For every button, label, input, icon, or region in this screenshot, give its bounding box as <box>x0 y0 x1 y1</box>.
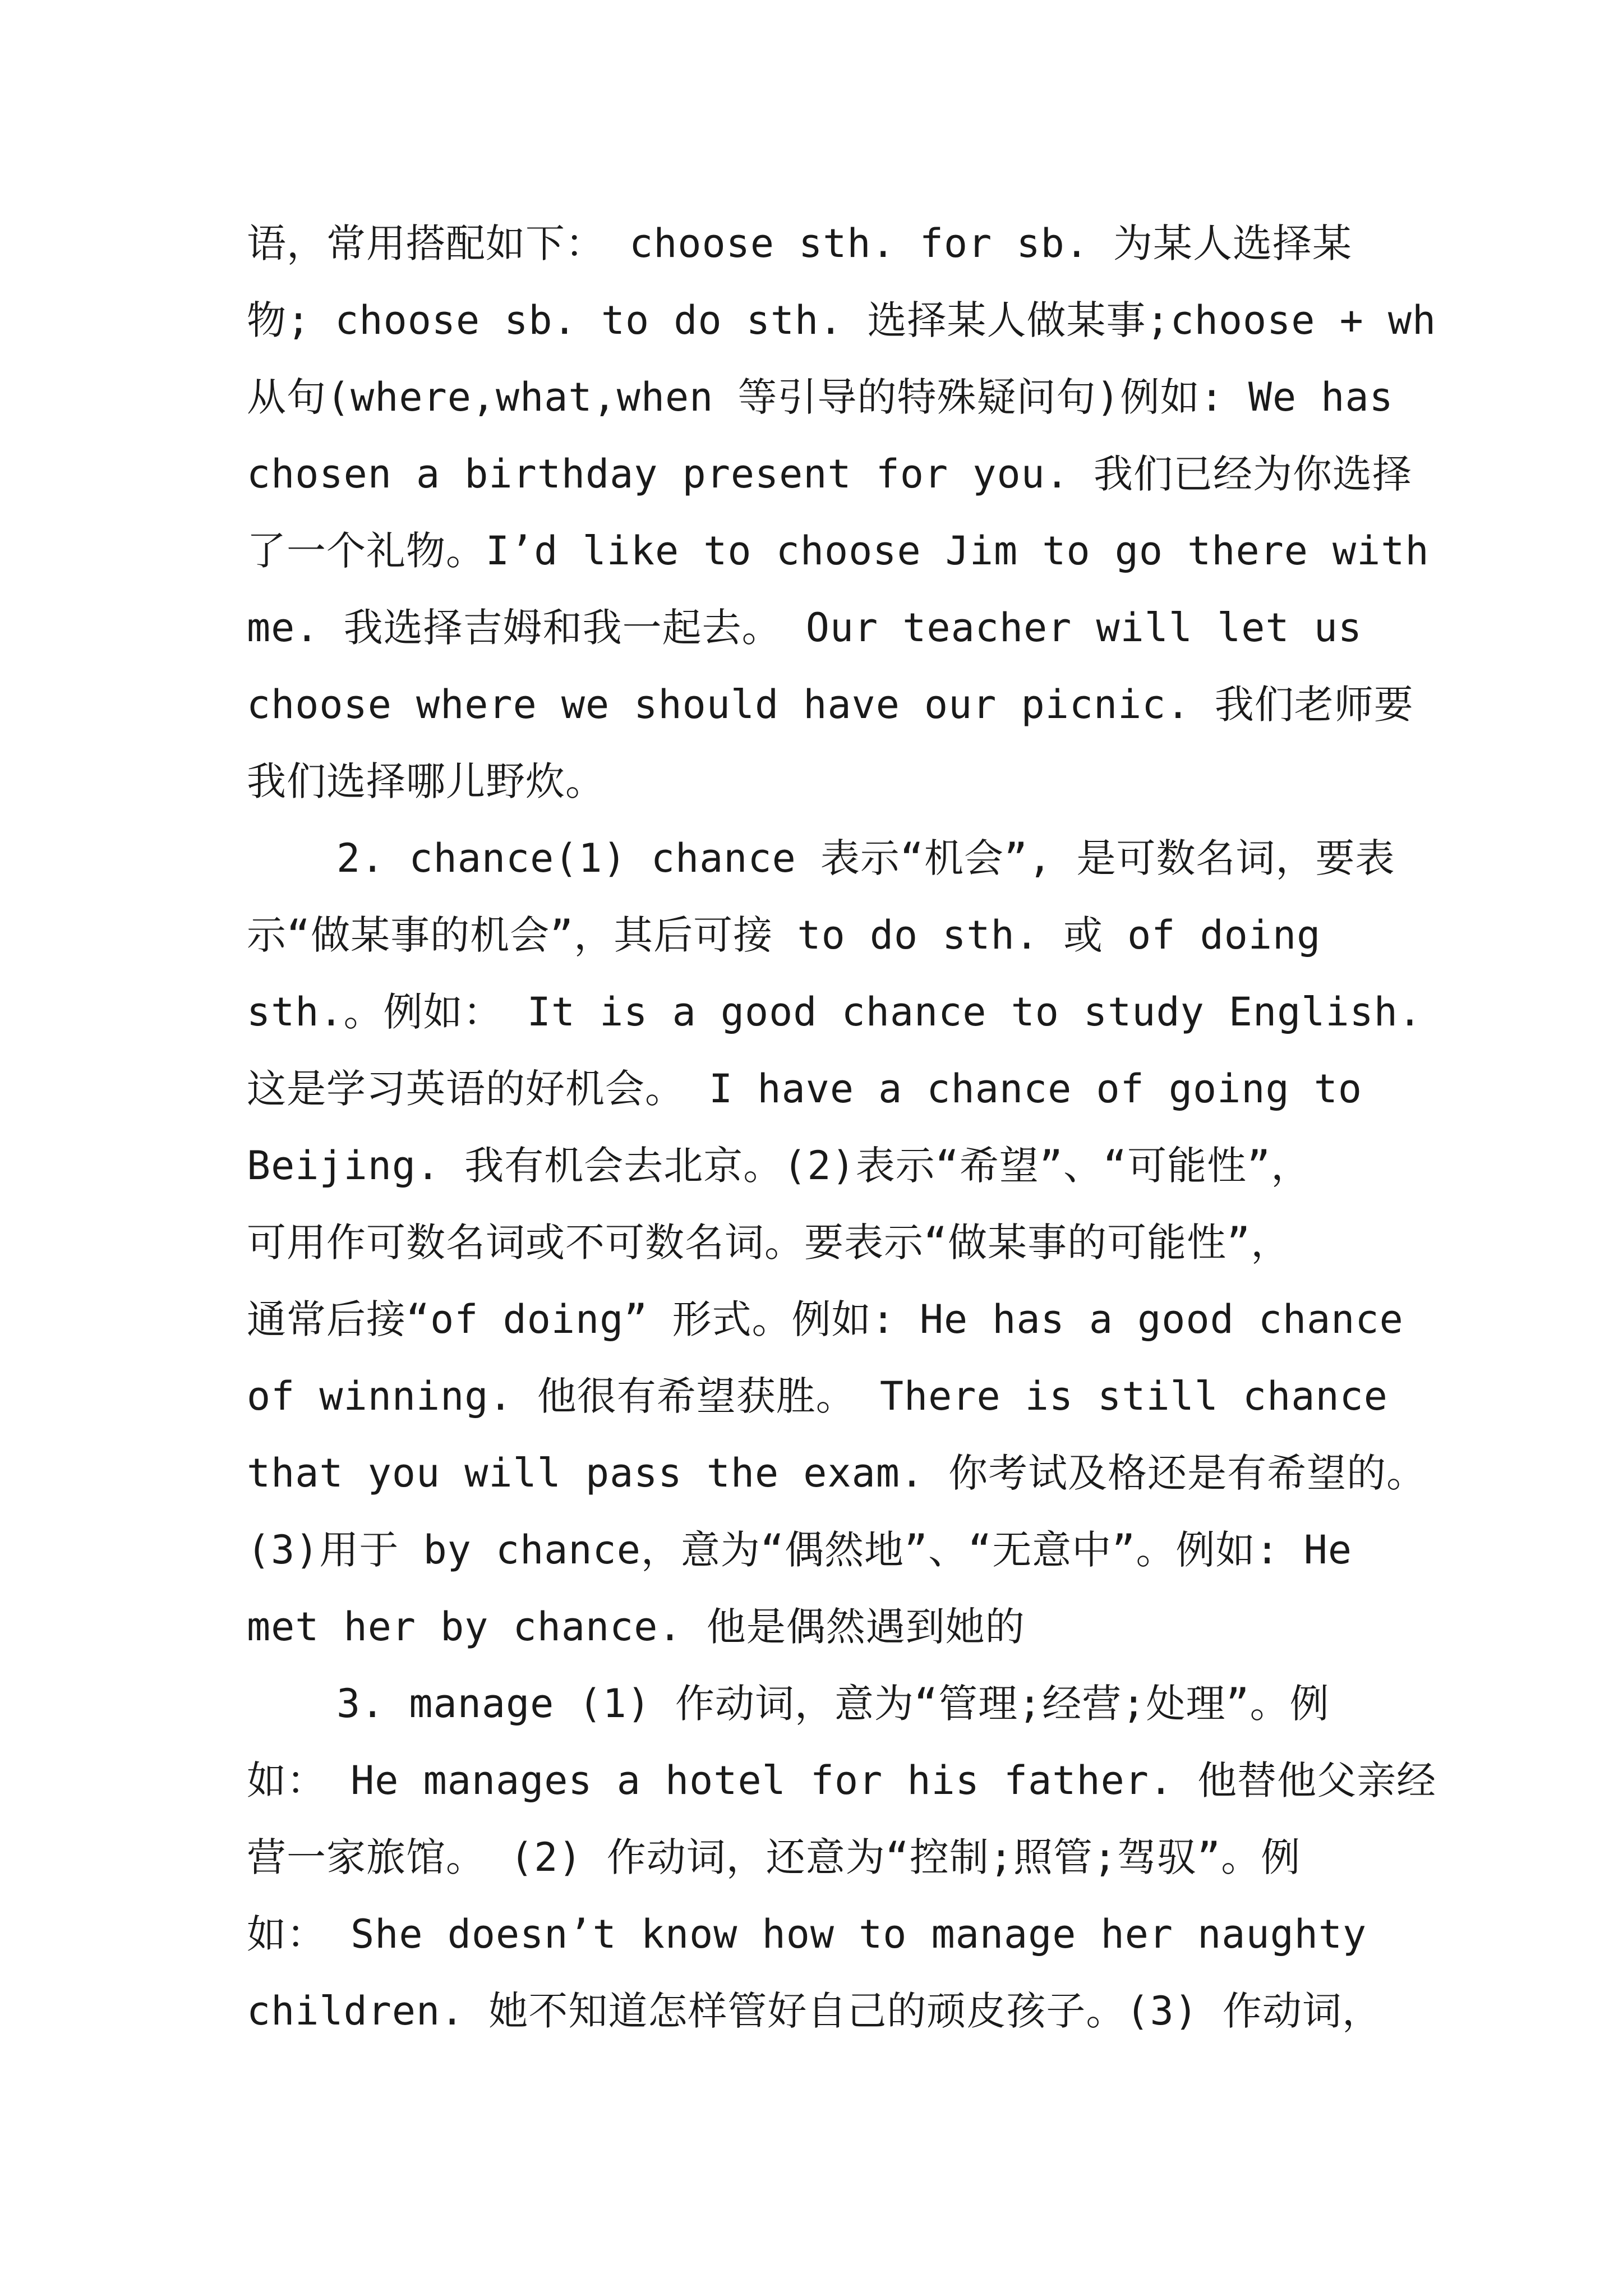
text-line: that you will pass the exam. 你考试及格还是有希望的。 <box>247 1450 1427 1496</box>
text-line: me. 我选择吉姆和我一起去。 Our teacher will let us <box>247 605 1363 651</box>
paragraph-start-line: 3. manage (1) 作动词，意为“管理;经营;处理”。例 <box>336 1681 1330 1727</box>
text-line: 可用作可数名词或不可数名词。要表示“做某事的可能性”， <box>247 1220 1291 1266</box>
text-line: 通常后接“of doing” 形式。例如: He has a good chance <box>247 1296 1404 1342</box>
text-line: children. 她不知道怎样管好自己的顽皮孩子。(3) 作动词， <box>247 1988 1382 2034</box>
paragraph-start-line: 2. chance(1) chance 表示“机会”, 是可数名词，要表 <box>336 835 1395 881</box>
text-line: Beijing. 我有机会去北京。(2)表示“希望”、“可能性”， <box>247 1143 1311 1189</box>
text-line: 营一家旅馆。 (2) 作动词，还意为“控制;照管;驾驭”。例 <box>247 1834 1301 1880</box>
text-line: 示“做某事的机会”，其后可接 to do sth. 或 of doing <box>247 912 1321 958</box>
text-line: chosen a birthday present for you. 我们已经为你选择 <box>247 451 1413 497</box>
text-line: 物; choose sb. to do sth. 选择某人做某事;choose + wh <box>247 297 1437 343</box>
text-line: 从句(where,what,when 等引导的特殊疑问句)例如: We has <box>247 374 1394 420</box>
text-line: sth.。例如： It is a good chance to study English. <box>247 989 1423 1035</box>
text-line: of winning. 他很有希望获胜。 There is still chance <box>247 1373 1388 1419</box>
text-line: choose where we should have our picnic. 我们老师要 <box>247 682 1414 728</box>
text-line: 我们选择哪儿野炊。 <box>247 758 605 804</box>
text-line: met her by chance. 他是偶然遇到她的 <box>247 1604 1025 1650</box>
text-line: 如： He manages a hotel for his father. 他替他父亲经 <box>247 1757 1437 1803</box>
text-line: 语，常用搭配如下： choose sth. for sb. 为某人选择某 <box>247 220 1353 266</box>
text-line: 这是学习英语的好机会。 I have a chance of going to <box>247 1066 1363 1112</box>
text-line: 了一个礼物。I’d like to choose Jim to go there with <box>247 528 1430 574</box>
text-line: (3)用于 by chance，意为“偶然地”、“无意中”。例如: He <box>247 1527 1353 1573</box>
text-line: 如： She doesn’t know how to manage her naughty <box>247 1911 1367 1957</box>
